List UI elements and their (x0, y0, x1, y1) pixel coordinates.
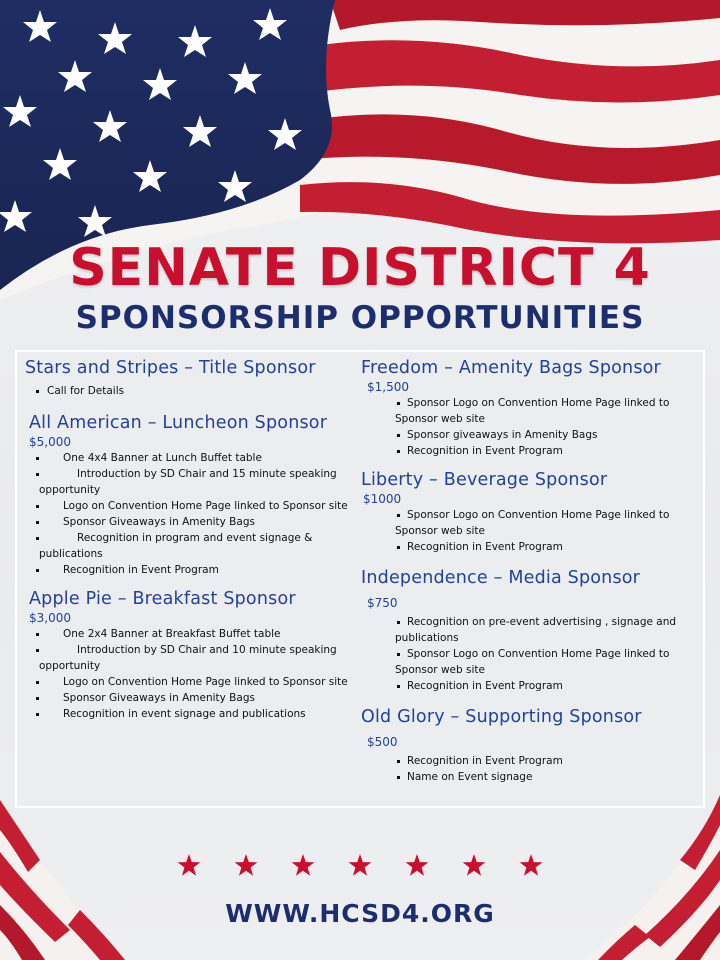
benefit-item: Logo on Convention Home Page linked to Sponsor site (25, 674, 365, 690)
benefit-item: Sponsor Logo on Convention Home Page linked to Sponsor web site (361, 646, 697, 678)
star-icon (520, 854, 543, 876)
benefit-list (361, 507, 697, 555)
sponsor-tier-apple-pie (25, 588, 365, 722)
benefit-item: Recognition in Event Program (361, 753, 697, 769)
page-subtitle: SPONSORSHIP OPPORTUNITIES (75, 300, 645, 336)
star-icon (292, 854, 315, 876)
benefit-list (361, 753, 697, 785)
benefit-list (361, 395, 697, 459)
tier-price: $5,000 (29, 435, 71, 449)
star-icon (349, 854, 372, 876)
benefit-item: Recognition in Event Program (361, 678, 697, 694)
benefit-item: Recognition on pre-event advertising , signage and publications (361, 614, 697, 646)
tier-price: $500 (367, 735, 398, 749)
tier-name: Independence – Media Sponsor (361, 568, 641, 588)
left-column (25, 352, 365, 722)
benefit-list (25, 383, 365, 399)
benefit-item: Recognition in Event Program (361, 443, 697, 459)
benefit-item: Sponsor Logo on Convention Home Page linked to Sponsor web site (361, 507, 697, 539)
benefit-list (25, 626, 365, 722)
tier-price: $3,000 (29, 611, 71, 625)
tier-name: Stars and Stripes – Title Sponsor (25, 358, 316, 378)
benefit-item: Sponsor Logo on Convention Home Page linked to Sponsor web site (361, 395, 697, 427)
tier-price: $1,500 (367, 380, 409, 394)
benefit-item: One 4x4 Banner at Lunch Buffet table (25, 450, 365, 466)
sponsor-tier-liberty (361, 469, 697, 555)
benefit-item: Recognition in Event Program (25, 562, 365, 578)
sponsor-tier-freedom (361, 357, 697, 459)
tier-price: $1000 (363, 492, 402, 506)
star-icon (178, 854, 201, 876)
benefit-item: Introduction by SD Chair and 10 minute speaking opportunity (25, 642, 365, 674)
benefit-list (361, 614, 697, 694)
sponsor-tier-old-glory (361, 706, 697, 785)
benefit-item: Introduction by SD Chair and 15 minute speaking opportunity (25, 466, 365, 498)
benefit-item: Recognition in event signage and publications (25, 706, 365, 722)
tier-name: Old Glory – Supporting Sponsor (361, 707, 642, 727)
tier-price: $750 (367, 596, 398, 610)
sponsor-tier-independence (361, 567, 697, 694)
sponsor-tier-all-american (25, 412, 365, 578)
star-icon (235, 854, 258, 876)
star-row (0, 848, 720, 884)
sponsor-tier-stars-and-stripes (25, 357, 365, 399)
tier-name: Freedom – Amenity Bags Sponsor (361, 358, 661, 378)
right-column (361, 352, 697, 785)
benefit-item: Name on Event signage (361, 769, 697, 785)
sponsorship-panel (15, 350, 705, 808)
tier-name: All American – Luncheon Sponsor (29, 413, 328, 433)
tier-name: Liberty – Beverage Sponsor (361, 470, 608, 490)
benefit-item: Sponsor giveaways in Amenity Bags (361, 427, 697, 443)
benefit-item: Recognition in program and event signage & publications (25, 530, 365, 562)
page-title: SENATE DISTRICT 4 (69, 238, 651, 298)
benefit-item: Sponsor Giveaways in Amenity Bags (25, 690, 365, 706)
tier-name: Apple Pie – Breakfast Sponsor (29, 589, 296, 609)
benefit-list (25, 450, 365, 578)
benefit-item: Sponsor Giveaways in Amenity Bags (25, 514, 365, 530)
star-icon (463, 854, 486, 876)
website-url: WWW.HCSD4.ORG (225, 899, 495, 928)
benefit-item: Logo on Convention Home Page linked to Sponsor site (25, 498, 365, 514)
benefit-item: Call for Details (25, 383, 365, 399)
star-icon (406, 854, 429, 876)
benefit-item: One 2x4 Banner at Breakfast Buffet table (25, 626, 365, 642)
benefit-item: Recognition in Event Program (361, 539, 697, 555)
